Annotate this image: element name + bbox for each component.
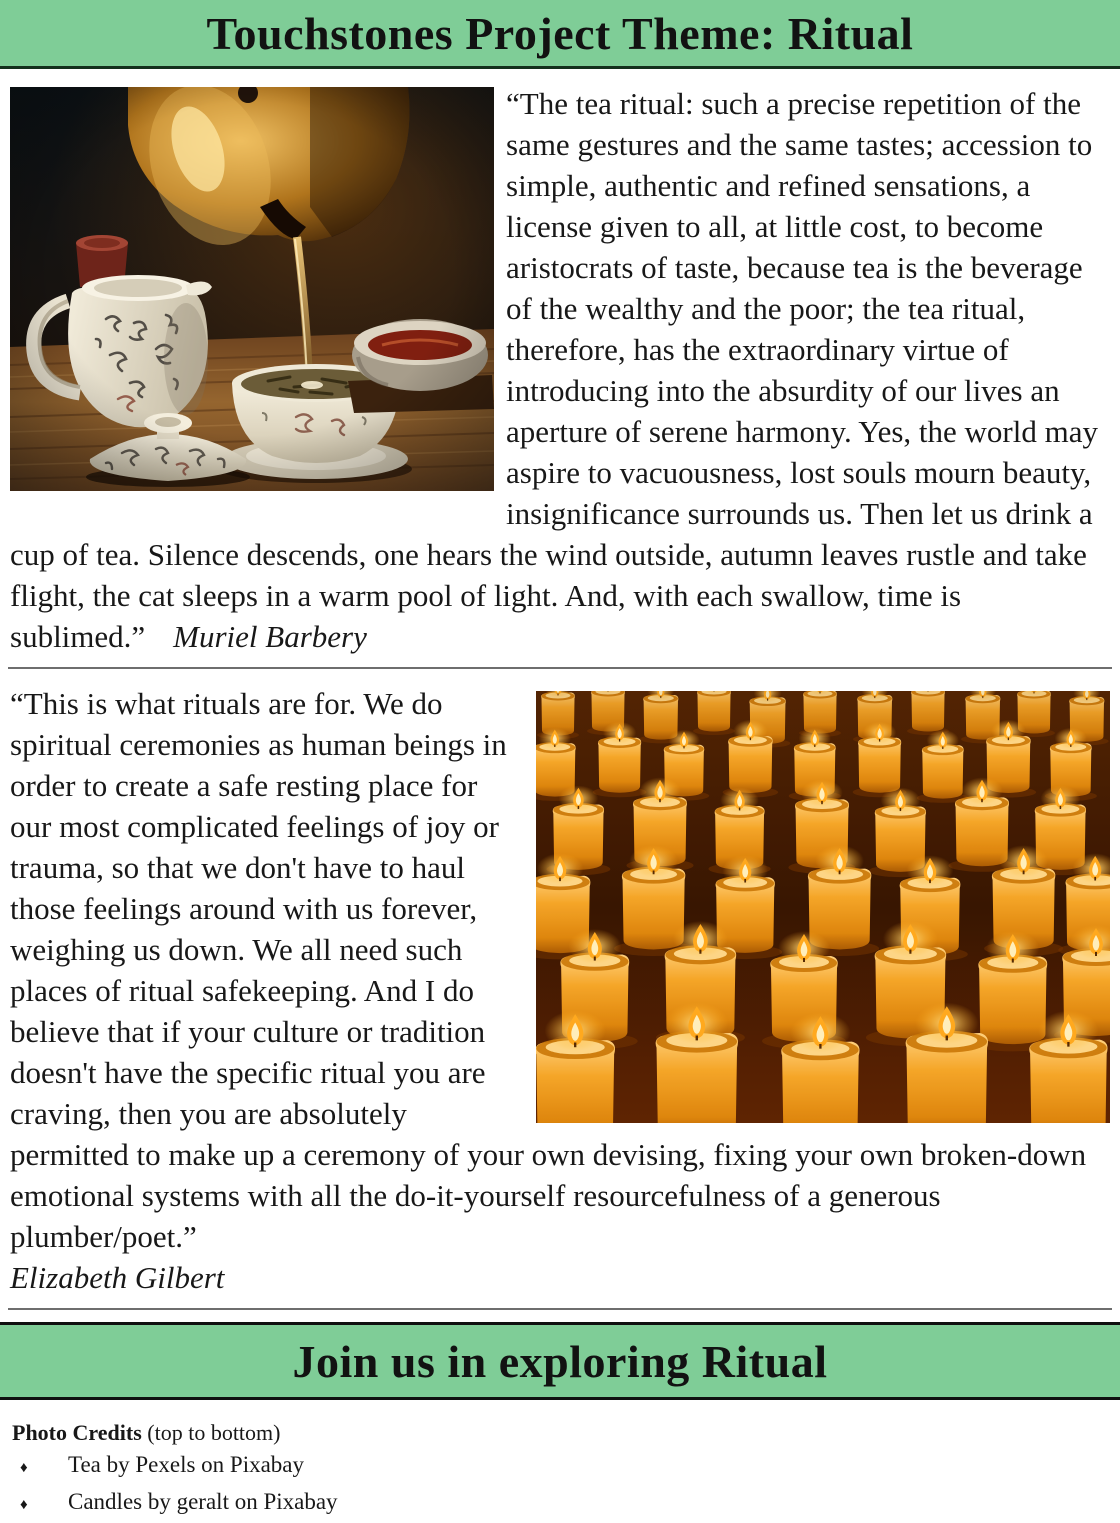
bottom-banner: [0, 1322, 1120, 1400]
candles-photo: [536, 691, 1110, 1123]
diamond-bullet-icon: ♦: [20, 1497, 28, 1513]
tea-photo: [10, 87, 494, 491]
bottom-banner-title: Join us in exploring Ritual: [292, 1335, 828, 1387]
top-banner: [0, 0, 1120, 69]
credit-text: Tea by Pexels on Pixabay: [68, 1452, 305, 1477]
tea-quote-section: [8, 69, 1112, 669]
photo-credits-note: (top to bottom): [147, 1420, 281, 1445]
credit-text: Candles by geralt on Pixabay: [68, 1489, 338, 1514]
candles-quote-attribution: Elizabeth Gilbert: [10, 1260, 225, 1295]
tea-quote-attribution: Muriel Barbery: [173, 619, 367, 654]
tea-quote-text: “The tea ritual: such a precise repetition of the same gestures and the same tastes; accession to simple, authentic and refined sensations, a license given to all, at little cost, to become aristocrats of taste, because tea is the beverage of the wealthy and the poor; the tea ritual, therefore, has the extraordinary virtue of introducing into the absurdity of our lives an aperture of serene harmony. Yes, the world may aspire to vacuousness, lost souls mourn beauty, insignificance surrounds us. Then let us drink a cup of tea. Silence descends, one hears the wind outside, autumn leaves rustle and take flight, the cat sleeps in a warm pool of light. And, with each swallow, time is sublimed.”: [10, 86, 1098, 654]
diamond-bullet-icon: ♦: [20, 1460, 28, 1476]
photo-credits-heading: [12, 1418, 1108, 1448]
photo-credits: [12, 1418, 1108, 1522]
candles-quote-text: “This is what rituals are for. We do spiritual ceremonies as human beings in order to create a safe resting place for our most complicated feelings of joy or trauma, so that we don't have to haul those feelings around with us forever, weighing us down. We all need such places of ritual safekeeping. And I do believe that if your culture or tradition doesn't have the specific ritual you are craving, then you are absolutely permitted to make up a ceremony of your own devising, fixing your own broken-down emotional systems with all the do-it-yourself resourcefulness of a generous plumber/poet.”: [10, 686, 1087, 1254]
photo-credits-label: Photo Credits: [12, 1420, 142, 1445]
candles-quote-section: [8, 669, 1112, 1310]
credit-item-candles: [12, 1485, 1108, 1522]
credit-item-tea: [12, 1448, 1108, 1485]
page-title: Touchstones Project Theme: Ritual: [206, 7, 914, 59]
